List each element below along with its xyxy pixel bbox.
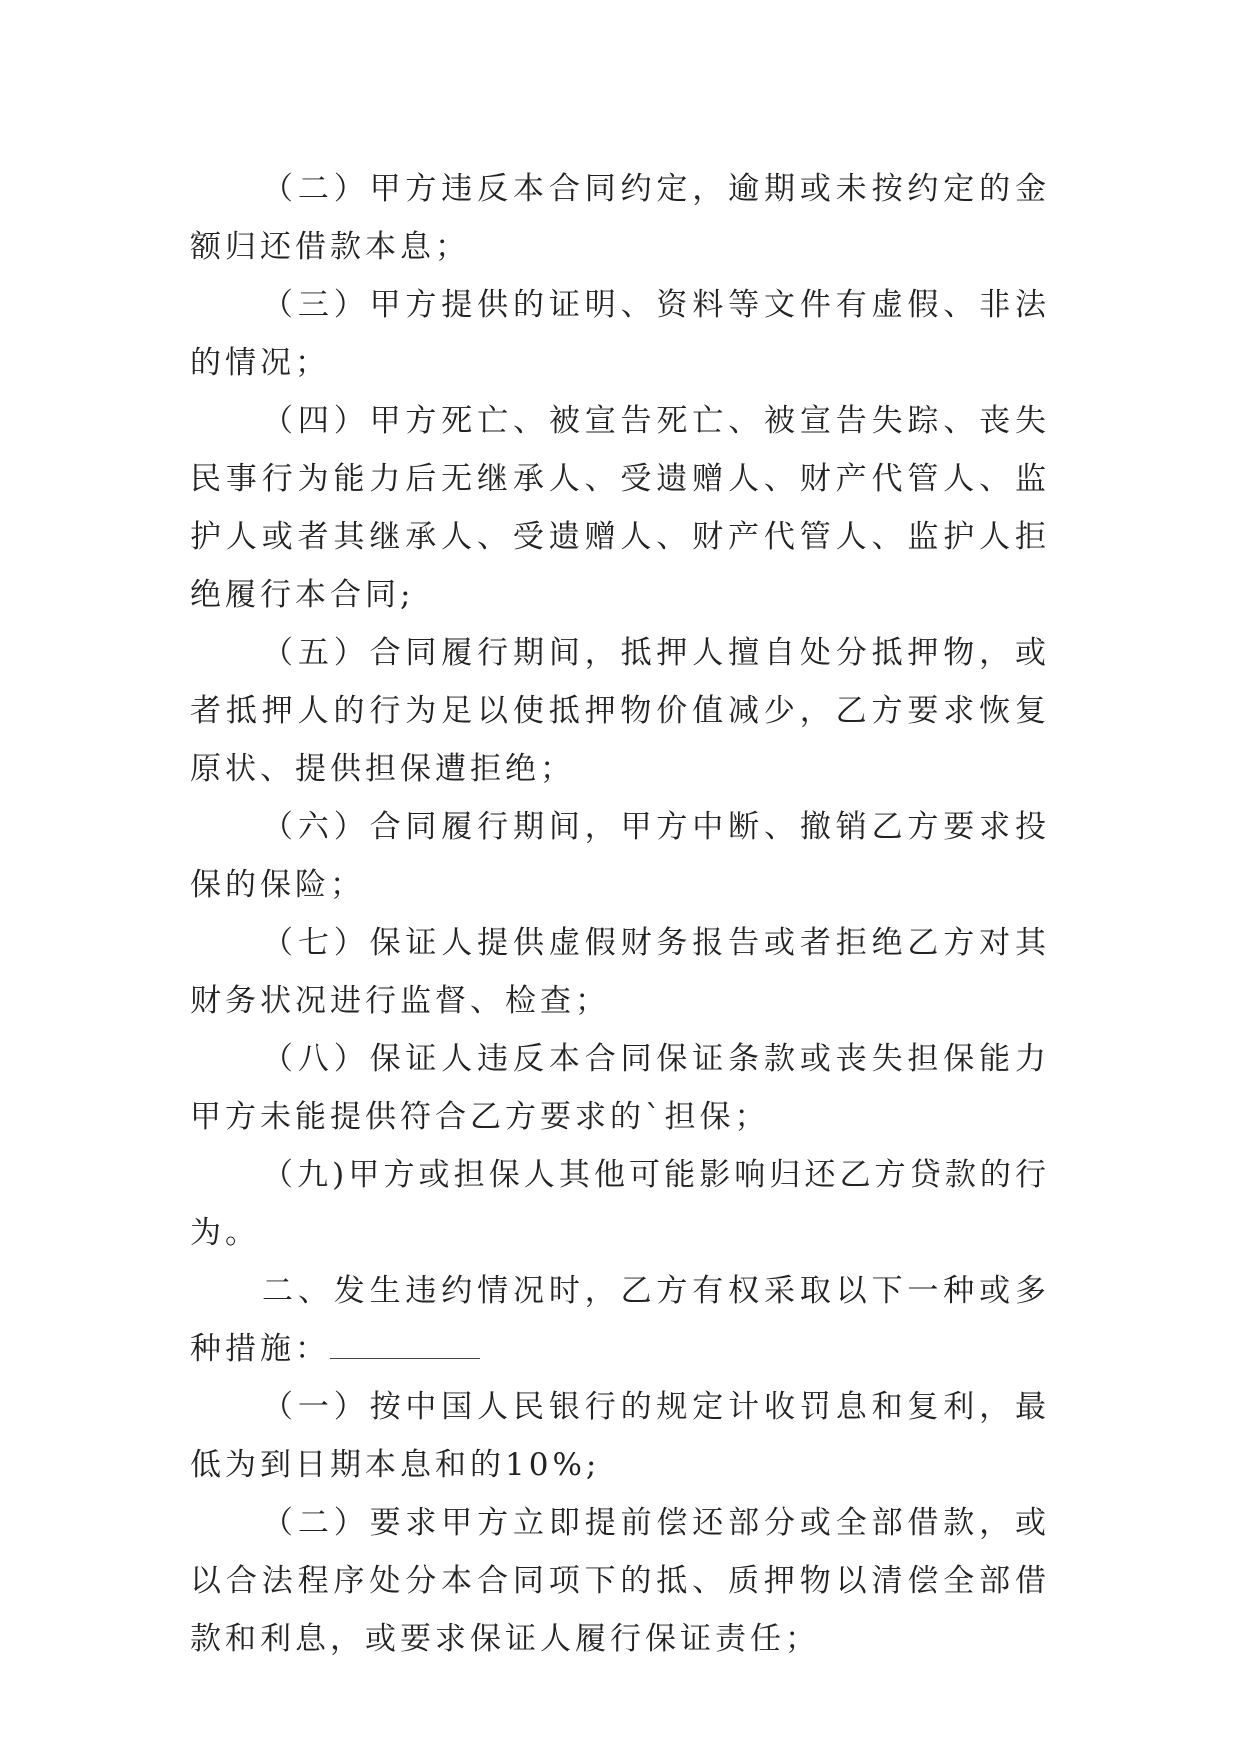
paragraph-clause-2: （二）甲方违反本合同约定，逾期或未按约定的金额归还借款本息； — [190, 171, 1050, 265]
paragraph-measure-2: （二）要求甲方立即提前偿还部分或全部借款，或以合法程序处分本合同项下的抵、质押物以清偿全部借款和利息，或要求保证人履行保证责任； — [190, 1505, 1050, 1657]
paragraph-clause-6: （六）合同履行期间，甲方中断、撤销乙方要求投保的保险； — [190, 809, 1050, 903]
paragraph-clause-8: （八）保证人违反本合同保证条款或丧失担保能力甲方未能提供符合乙方要求的`担保； — [190, 1041, 1050, 1135]
measures-intro-text: 二、发生违约情况时，乙方有权采取以下一种或多种措施： — [190, 1273, 1050, 1367]
paragraph-clause-3: （三）甲方提供的证明、资料等文件有虚假、非法的情况； — [190, 287, 1050, 381]
paragraph-clause-7: （七）保证人提供虚假财务报告或者拒绝乙方对其财务状况进行监督、检查； — [190, 925, 1050, 1019]
measures-intro-paragraph — [190, 1262, 1050, 1378]
paragraph-clause-4: （四）甲方死亡、被宣告死亡、被宣告失踪、丧失民事行为能力后无继承人、受遗赠人、财产代管人、监护人或者其继承人、受遗赠人、财产代管人、监护人拒绝履行本合同; — [190, 403, 1050, 613]
paragraph-clause-9: （九)甲方或担保人其他可能影响归还乙方贷款的行为。 — [190, 1157, 1050, 1251]
paragraph-clause-5: （五）合同履行期间，抵押人擅自处分抵押物，或者抵押人的行为足以使抵押物价值减少，乙方要求恢复原状、提供担保遭拒绝； — [190, 635, 1050, 787]
paragraph-measure-1: （一）按中国人民银行的规定计收罚息和复利，最低为到日期本息和的10%; — [190, 1389, 1050, 1483]
contract-text-body — [190, 160, 1050, 1668]
fill-in-blank-line — [330, 1328, 480, 1359]
